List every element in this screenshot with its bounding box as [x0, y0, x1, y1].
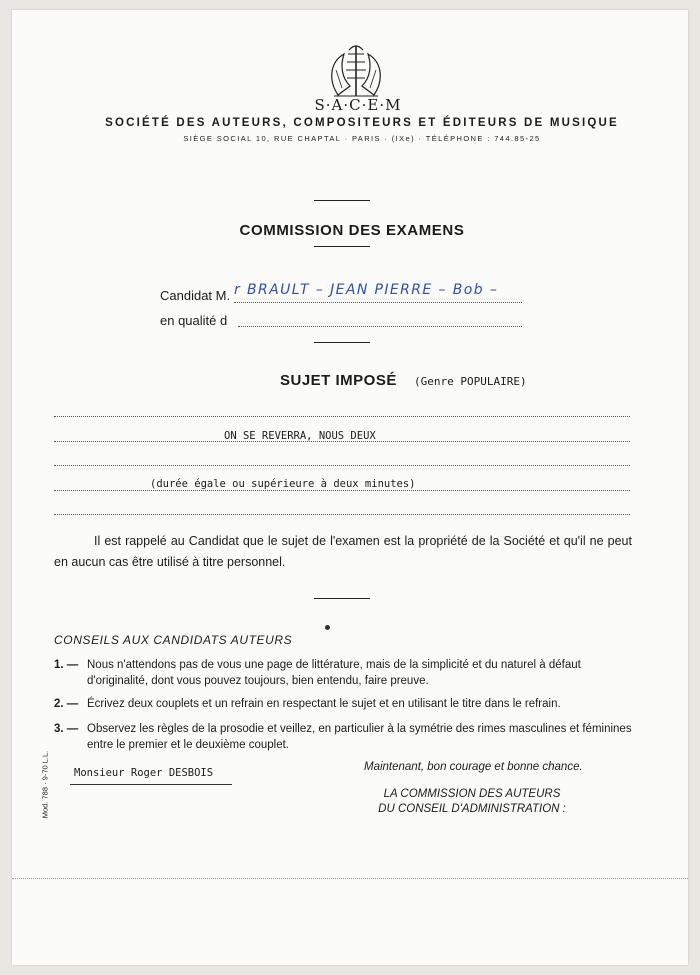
advice-item-text: Observez les règles de la prosodie et veillez, en particulier à la symétrie des rimes masculines et féminines entre le premier et le deuxième couplet.	[87, 723, 632, 751]
divider	[314, 342, 370, 343]
advice-item	[54, 696, 632, 712]
subject-duration-note: (durée égale ou supérieure à deux minutes)	[150, 478, 416, 490]
advice-item-number: 1. —	[54, 659, 79, 671]
divider	[314, 598, 370, 599]
advice-heading: CONSEILS AUX CANDIDATS AUTEURS	[54, 633, 293, 647]
signee-name: Monsieur Roger DESBOIS	[74, 767, 214, 779]
closing-signature-line-1: LA COMMISSION DES AUTEURS	[383, 788, 561, 800]
sacem-logo-word: S·A·C·E·M	[314, 96, 402, 114]
page-title: COMMISSION DES EXAMENS	[239, 222, 465, 239]
candidate-label: Candidat M.	[160, 288, 231, 303]
subject-line-3	[54, 465, 630, 466]
subject-line-5	[54, 514, 630, 515]
advice-item	[54, 721, 632, 753]
closing-signature-line-2: DU CONSEIL D'ADMINISTRATION :	[378, 803, 566, 815]
society-address: SIÈGE SOCIAL 10, RUE CHAPTAL · PARIS · (IXe) · TÉLÉPHONE : 744.85-25	[183, 134, 541, 143]
subject-line-4	[54, 490, 630, 491]
advice-item	[54, 657, 632, 689]
quality-line	[238, 326, 522, 327]
divider	[314, 246, 370, 247]
candidate-handwritten-name: r BRAULT – JEAN PIERRE – Bob –	[234, 282, 499, 298]
candidate-line	[234, 302, 522, 303]
ink-dot	[325, 625, 330, 630]
divider	[314, 200, 370, 201]
subject-heading: SUJET IMPOSÉ	[280, 372, 397, 389]
advice-item-text: Nous n'attendons pas de vous une page de littérature, mais de la simplicité et du naturel à défaut d'originalité, dont vous pouvez toujours, bien entendu, faire preuve.	[87, 659, 581, 687]
reminder-paragraph: Il est rappelé au Candidat que le sujet de l'examen est la propriété de la Société et qu'il ne peut en aucun cas être utilisé à titre personnel.	[54, 534, 632, 569]
signee-underline	[70, 784, 232, 785]
quality-label: en qualité d	[160, 313, 228, 328]
advice-item-number: 2. —	[54, 698, 79, 710]
advice-item-number: 3. —	[54, 723, 79, 735]
subject-line-1	[54, 416, 630, 417]
fold-line	[12, 878, 688, 879]
subject-genre: (Genre POPULAIRE)	[414, 375, 527, 388]
form-code: Mod. 788 · 9-70 L.L.	[40, 750, 50, 819]
society-name: SOCIÉTÉ DES AUTEURS, COMPOSITEURS ET ÉDITEURS DE MUSIQUE	[105, 117, 619, 129]
subject-title: ON SE REVERRA, NOUS DEUX	[224, 430, 376, 442]
document-page	[12, 10, 688, 965]
closing-wish: Maintenant, bon courage et bonne chance.	[364, 761, 583, 773]
advice-item-text: Écrivez deux couplets et un refrain en respectant le sujet et en utilisant le titre dans le refrain.	[87, 698, 561, 710]
